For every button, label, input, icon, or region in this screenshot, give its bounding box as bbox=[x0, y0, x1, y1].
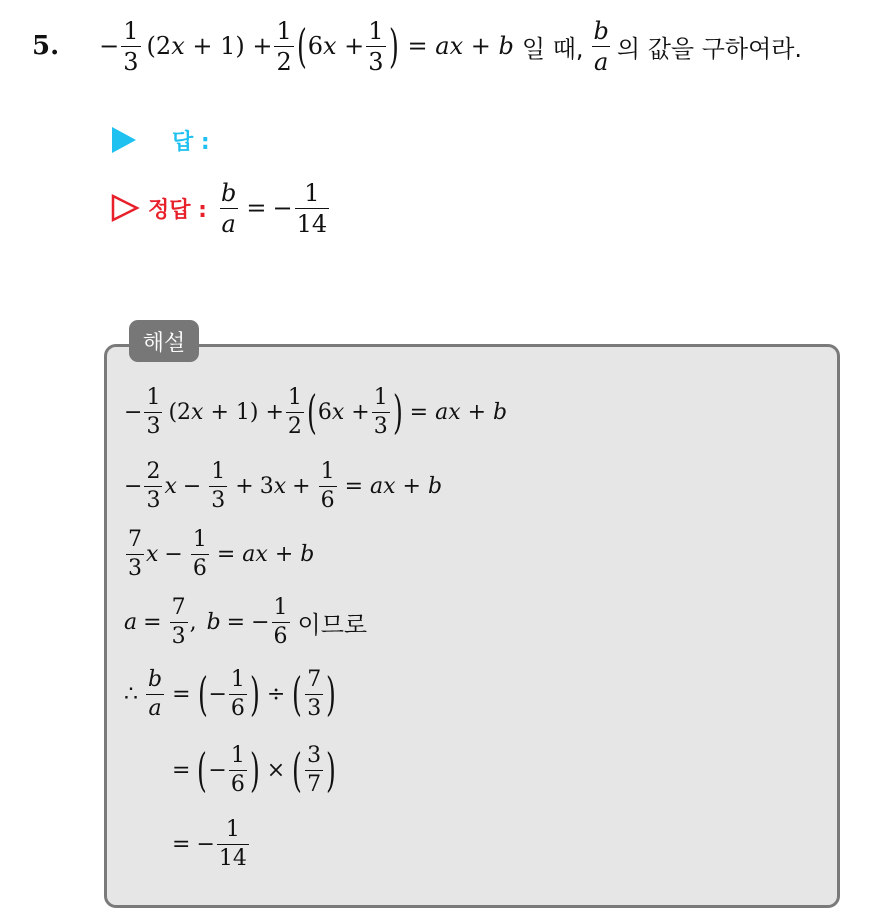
solution-step-7: = − $\frac{1}{14}$ bbox=[172, 816, 247, 871]
solution-step-1: − $\frac{1}{3}$ (2x + 1) + $\frac{1}{2}$ ( 6x + $\frac{1}{3}$ ) = ax + b bbox=[124, 384, 508, 439]
fraction: $\frac{1}{2}$ bbox=[276, 16, 292, 76]
solution-step-5: ∴ $\frac{b}{a}$ = ( − $\frac{1}{6}$ ) ÷ ( $\frac{7}{3}$ ) bbox=[124, 666, 337, 721]
answer-line bbox=[110, 122, 210, 158]
fraction: $\frac{1}{3}$ bbox=[368, 16, 384, 76]
text-mo-ro: 이므로 bbox=[297, 610, 368, 639]
text-find: 의 값을 구하여라. bbox=[616, 34, 803, 63]
fraction-answer: $\frac{1}{14}$ bbox=[296, 178, 328, 238]
solution-step-3: $\frac{7}{3}$ x − $\frac{1}{6}$ = ax + b bbox=[128, 526, 315, 581]
math-text: (2x + 1) + bbox=[146, 32, 273, 60]
correct-answer-label: 정답 : bbox=[148, 197, 207, 223]
solution-step-2: − $\frac{2}{3}$ x − $\frac{1}{3}$ + 3x + $\frac{1}{6}$ = ax + b bbox=[124, 458, 443, 513]
outline-triangle-icon bbox=[110, 193, 140, 223]
right-paren: ) bbox=[388, 19, 399, 73]
math-minus: − bbox=[272, 194, 293, 222]
question-number: 5. bbox=[32, 31, 60, 61]
math-equals: = bbox=[246, 194, 267, 222]
math-text: = ax + b bbox=[407, 32, 514, 60]
fraction-b-over-a: $\frac{b}{a}$ bbox=[593, 16, 609, 76]
therefore-symbol: ∴ bbox=[124, 681, 138, 707]
correct-answer-line bbox=[110, 176, 331, 240]
fraction-b-over-a: $\frac{b}{a}$ bbox=[220, 178, 237, 238]
question-line bbox=[32, 14, 802, 78]
text-when: 일 때, bbox=[521, 34, 584, 63]
filled-triangle-icon bbox=[110, 125, 138, 155]
answer-label: 답 : bbox=[172, 129, 210, 155]
math-minus: − bbox=[99, 32, 120, 60]
solution-step-4: a = $\frac{7}{3}$ , b = − $\frac{1}{6}$ 이므로 bbox=[124, 594, 368, 649]
fraction: $\frac{1}{3}$ bbox=[123, 16, 139, 76]
left-paren: ( bbox=[296, 19, 307, 73]
solution-tag: 해설 bbox=[129, 320, 199, 362]
solution-step-6: = ( − $\frac{1}{6}$ ) × ( $\frac{3}{7}$ ) bbox=[172, 742, 337, 797]
math-text: 6x + bbox=[307, 32, 365, 60]
